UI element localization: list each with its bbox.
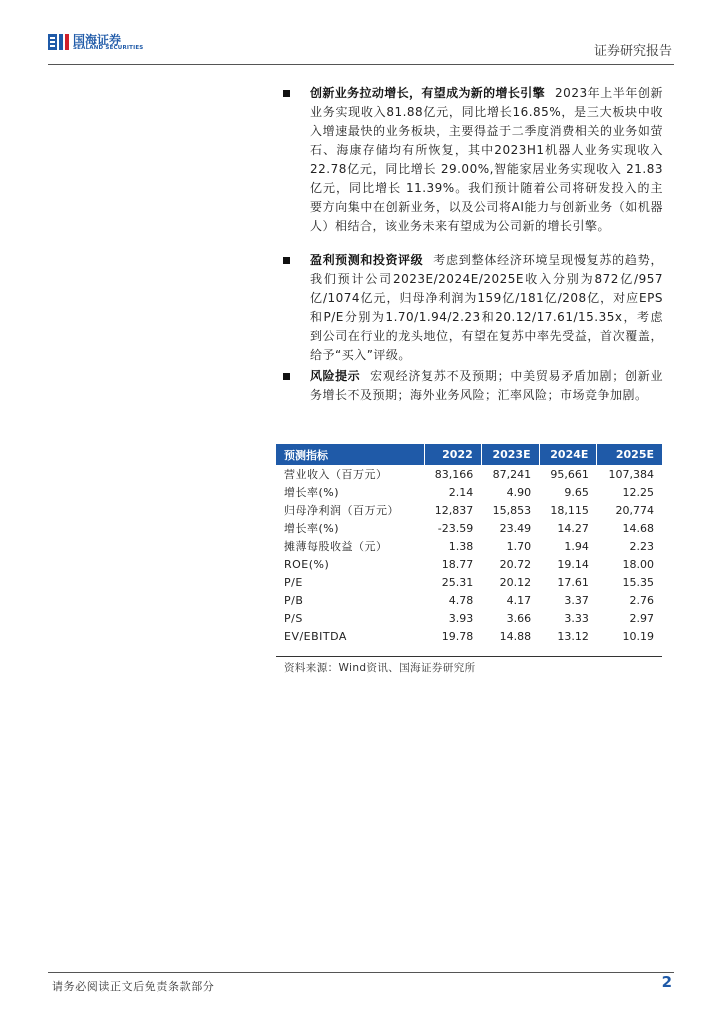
value-cell: 14.88 bbox=[499, 629, 532, 643]
value-cell: 10.19 bbox=[622, 629, 654, 643]
section-body: 考虑到整体经济环境呈现慢复苏的趋势，我们预计公司2023E/2024E/2025E收入分别为872亿/957亿/1074亿元，归母净利润为159亿/181亿/208亿，对应EPS和P/E分别为1.70/1.94/2.23和20.12/17.61/15.35x，考虑到公司在行业的龙头地位，有望在复苏中率先受益，首次覆盖，给予“买入”评级。 bbox=[310, 253, 663, 362]
value-cell: 107,384 bbox=[608, 467, 654, 481]
value-cell: 20.12 bbox=[499, 575, 532, 589]
report-type-label: 证券研究报告 bbox=[593, 44, 672, 59]
value-cell: 23.49 bbox=[499, 521, 532, 535]
value-cell: 3.33 bbox=[564, 611, 589, 625]
column-header: 2022 bbox=[424, 444, 481, 465]
row-label-cell: P/E bbox=[284, 575, 303, 589]
value-cell: 18.77 bbox=[441, 557, 474, 571]
sealand-logo-icon bbox=[48, 32, 70, 52]
row-label-cell: 营业收入（百万元） bbox=[284, 468, 388, 481]
row-label-cell: P/B bbox=[284, 593, 304, 607]
value-cell: 83,166 bbox=[434, 467, 474, 481]
table-row bbox=[276, 483, 662, 501]
value-cell: 20,774 bbox=[615, 503, 654, 517]
table-row bbox=[276, 555, 662, 573]
value-cell: 18,115 bbox=[550, 503, 589, 517]
value-cell: 3.66 bbox=[506, 611, 532, 625]
table-source-note: 资料来源：Wind资讯、国海证券研究所 bbox=[284, 662, 476, 674]
row-label-cell: 增长率(%) bbox=[284, 486, 340, 499]
value-cell: 2.14 bbox=[448, 485, 474, 499]
value-cell: 1.38 bbox=[448, 539, 474, 553]
row-label-cell: P/S bbox=[284, 611, 303, 625]
row-label-cell: 摊薄每股收益（元） bbox=[284, 540, 388, 553]
table-row bbox=[276, 537, 662, 555]
company-logo bbox=[48, 30, 144, 54]
value-cell: 25.31 bbox=[441, 575, 474, 589]
value-cell: 9.65 bbox=[564, 485, 589, 499]
column-header: 2024E bbox=[539, 444, 597, 465]
section-forecast-rating bbox=[283, 251, 663, 365]
value-cell: 19.78 bbox=[441, 629, 474, 643]
value-cell: 4.17 bbox=[506, 593, 532, 607]
row-label-cell: EV/EBITDA bbox=[284, 629, 347, 643]
value-cell: 19.14 bbox=[557, 557, 589, 571]
value-cell: 4.90 bbox=[506, 485, 532, 499]
section-body: 宏观经济复苏不及预期；中美贸易矛盾加剧；创新业务增长不及预期；海外业务风险；汇率风险；市场竞争加剧。 bbox=[310, 369, 663, 402]
forecast-table bbox=[276, 444, 662, 645]
section-innovation bbox=[283, 84, 663, 236]
value-cell: -23.59 bbox=[437, 521, 474, 535]
table-row bbox=[276, 627, 662, 645]
value-cell: 4.78 bbox=[448, 593, 474, 607]
bullet-square-icon bbox=[283, 373, 290, 380]
value-cell: 18.00 bbox=[622, 557, 654, 571]
table-row bbox=[276, 573, 662, 591]
row-label-cell: 增长率(%) bbox=[284, 522, 340, 535]
logo-chinese-name: 国海证券 bbox=[73, 33, 122, 47]
value-cell: 2.23 bbox=[629, 539, 654, 553]
value-cell: 2.97 bbox=[629, 611, 654, 625]
value-cell: 3.37 bbox=[564, 593, 589, 607]
table-row bbox=[276, 519, 662, 537]
value-cell: 1.70 bbox=[506, 539, 532, 553]
bullet-square-icon bbox=[283, 90, 290, 97]
value-cell: 3.93 bbox=[448, 611, 474, 625]
column-header: 2025E bbox=[597, 444, 662, 465]
section-heading: 风险提示 bbox=[310, 369, 361, 383]
value-cell: 15,853 bbox=[492, 503, 532, 517]
bullet-square-icon bbox=[283, 257, 290, 264]
section-paragraph bbox=[310, 84, 663, 236]
table-row bbox=[276, 501, 662, 519]
value-cell: 14.27 bbox=[557, 521, 589, 535]
table-row bbox=[276, 465, 662, 483]
table-row bbox=[276, 609, 662, 627]
section-heading: 盈利预测和投资评级 bbox=[310, 253, 424, 267]
value-cell: 15.35 bbox=[622, 575, 654, 589]
section-risk bbox=[283, 367, 663, 405]
value-cell: 12.25 bbox=[622, 485, 654, 499]
footer-disclaimer: 请务必阅读正文后免责条款部分 bbox=[52, 980, 215, 993]
section-body: 2023年上半年创新业务实现收入81.88亿元，同比增长16.85%，是三大板块中收入增速最快的业务板块，主要得益于二季度消费相关的业务如萤石、海康存储均有所恢复，其中2023H1机器人业务实现收入22.78亿元，同比增长 29.00%,智能家居业务实现收入 21.83 亿元，同比增长 11.39%。我们预计随着公司将研发投入的主要方向集中在创新业务，以及公司将AI能力与创新业务（如机器人）相结合，该业务未来有望成为公司新的增长引擎。 bbox=[310, 86, 664, 233]
section-paragraph bbox=[310, 251, 663, 365]
value-cell: 1.94 bbox=[564, 539, 589, 553]
row-label-cell: ROE(%) bbox=[284, 557, 330, 571]
page-number: 2 bbox=[661, 973, 672, 991]
header-divider bbox=[48, 64, 674, 65]
value-cell: 87,241 bbox=[492, 467, 532, 481]
page-header bbox=[0, 0, 724, 66]
section-paragraph bbox=[310, 367, 663, 405]
table-header-row bbox=[276, 444, 662, 465]
value-cell: 12,837 bbox=[434, 503, 474, 517]
section-heading: 创新业务拉动增长，有望成为新的增长引擎 bbox=[310, 86, 546, 100]
table-row bbox=[276, 591, 662, 609]
value-cell: 14.68 bbox=[622, 521, 654, 535]
footer-divider bbox=[48, 972, 674, 973]
row-label-cell: 归母净利润（百万元） bbox=[284, 504, 399, 517]
table-bottom-rule bbox=[276, 656, 662, 657]
value-cell: 13.12 bbox=[557, 629, 589, 643]
value-cell: 2.76 bbox=[629, 593, 654, 607]
value-cell: 95,661 bbox=[550, 467, 589, 481]
column-header: 预测指标 bbox=[276, 444, 424, 465]
value-cell: 17.61 bbox=[557, 575, 589, 589]
column-header: 2023E bbox=[481, 444, 539, 465]
logo-english-name: SEALAND SECURITIES bbox=[73, 45, 144, 51]
value-cell: 20.72 bbox=[499, 557, 532, 571]
